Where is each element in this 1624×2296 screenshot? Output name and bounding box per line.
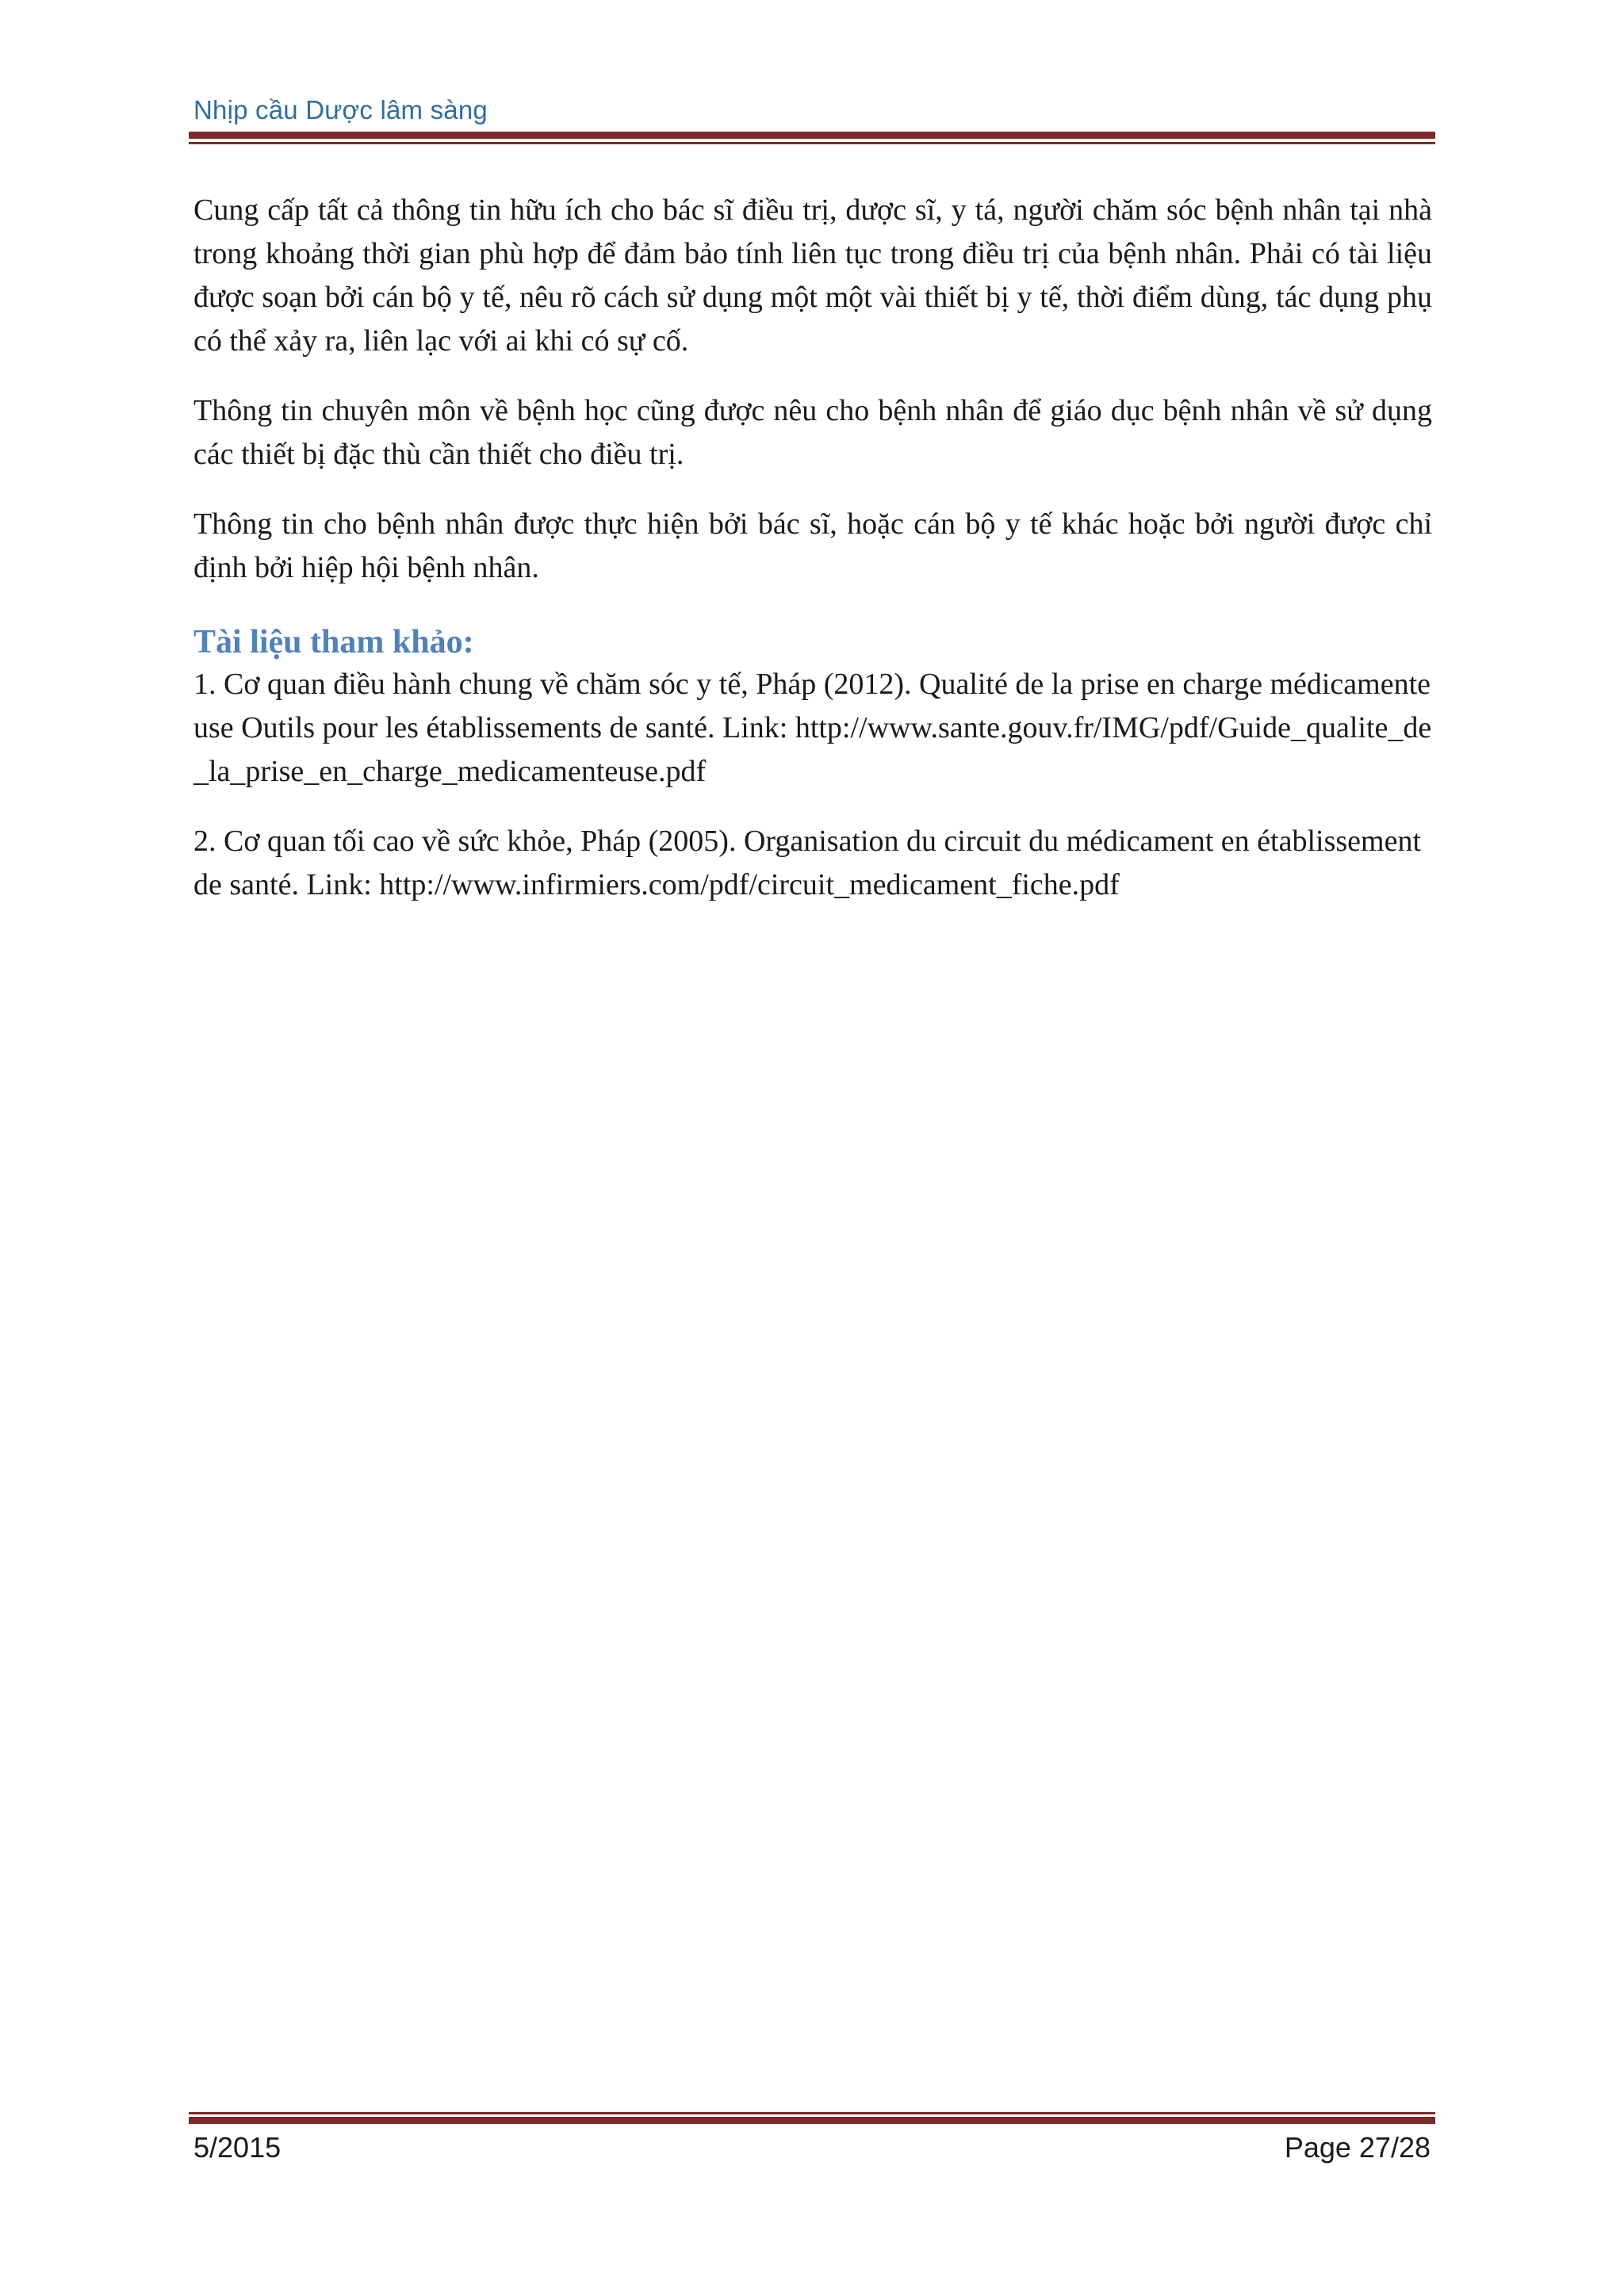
page-content: [193, 189, 1432, 933]
footer-rule-thin: [189, 2112, 1435, 2114]
header-rule-thick: [189, 132, 1435, 139]
footer-date: 5/2015: [193, 2131, 282, 2164]
footer-page-number: Page 27/28: [1284, 2131, 1431, 2164]
header-rule-thin: [189, 142, 1435, 144]
body-paragraph-1: Cung cấp tất cả thông tin hữu ích cho bác sĩ điều trị, dược sĩ, y tá, người chăm sóc bệnh nhân tại nhà trong khoảng thời gian phù hợp để đảm bảo tính liên tục trong điều trị của bệnh nhân. Phải có tài liệu được soạn bởi cán bộ y tế, nêu rõ cách sử dụng một một vài thiết bị y tế, thời điểm dùng, tác dụng phụ có thể xảy ra, liên lạc với ai khi có sự cố.: [193, 193, 1432, 358]
footer-rule-thick: [189, 2117, 1435, 2124]
references-section: [193, 622, 1432, 907]
header-title: Nhịp cầu Dược lâm sàng: [193, 95, 488, 124]
reference-item-2: 2. Cơ quan tối cao về sức khỏe, Pháp (2005). Organisation du circuit du médicament en établissement de santé. Link: http://www.infirmiers.com/pdf/circuit_medicament_fiche.pdf: [193, 825, 1421, 901]
body-paragraph-3: Thông tin cho bệnh nhân được thực hiện bởi bác sĩ, hoặc cán bộ y tế khác hoặc bởi người được chỉ định bởi hiệp hội bệnh nhân.: [193, 507, 1432, 584]
references-heading: Tài liệu tham khảo:: [193, 624, 474, 660]
body-paragraph-2: Thông tin chuyên môn về bệnh học cũng được nêu cho bệnh nhân để giáo dục bệnh nhân về sử dụng các thiết bị đặc thù cần thiết cho điều trị.: [193, 394, 1432, 471]
reference-item-1: 1. Cơ quan điều hành chung về chăm sóc y tế, Pháp (2012). Qualité de la prise en charge médicamenteuse Outils pour les établissements de santé. Link: http://www.sante.gouv.fr/IMG/pdf/Guide_qualite_de_la_prise_en_charge_medicamenteuse.pdf: [193, 668, 1432, 788]
